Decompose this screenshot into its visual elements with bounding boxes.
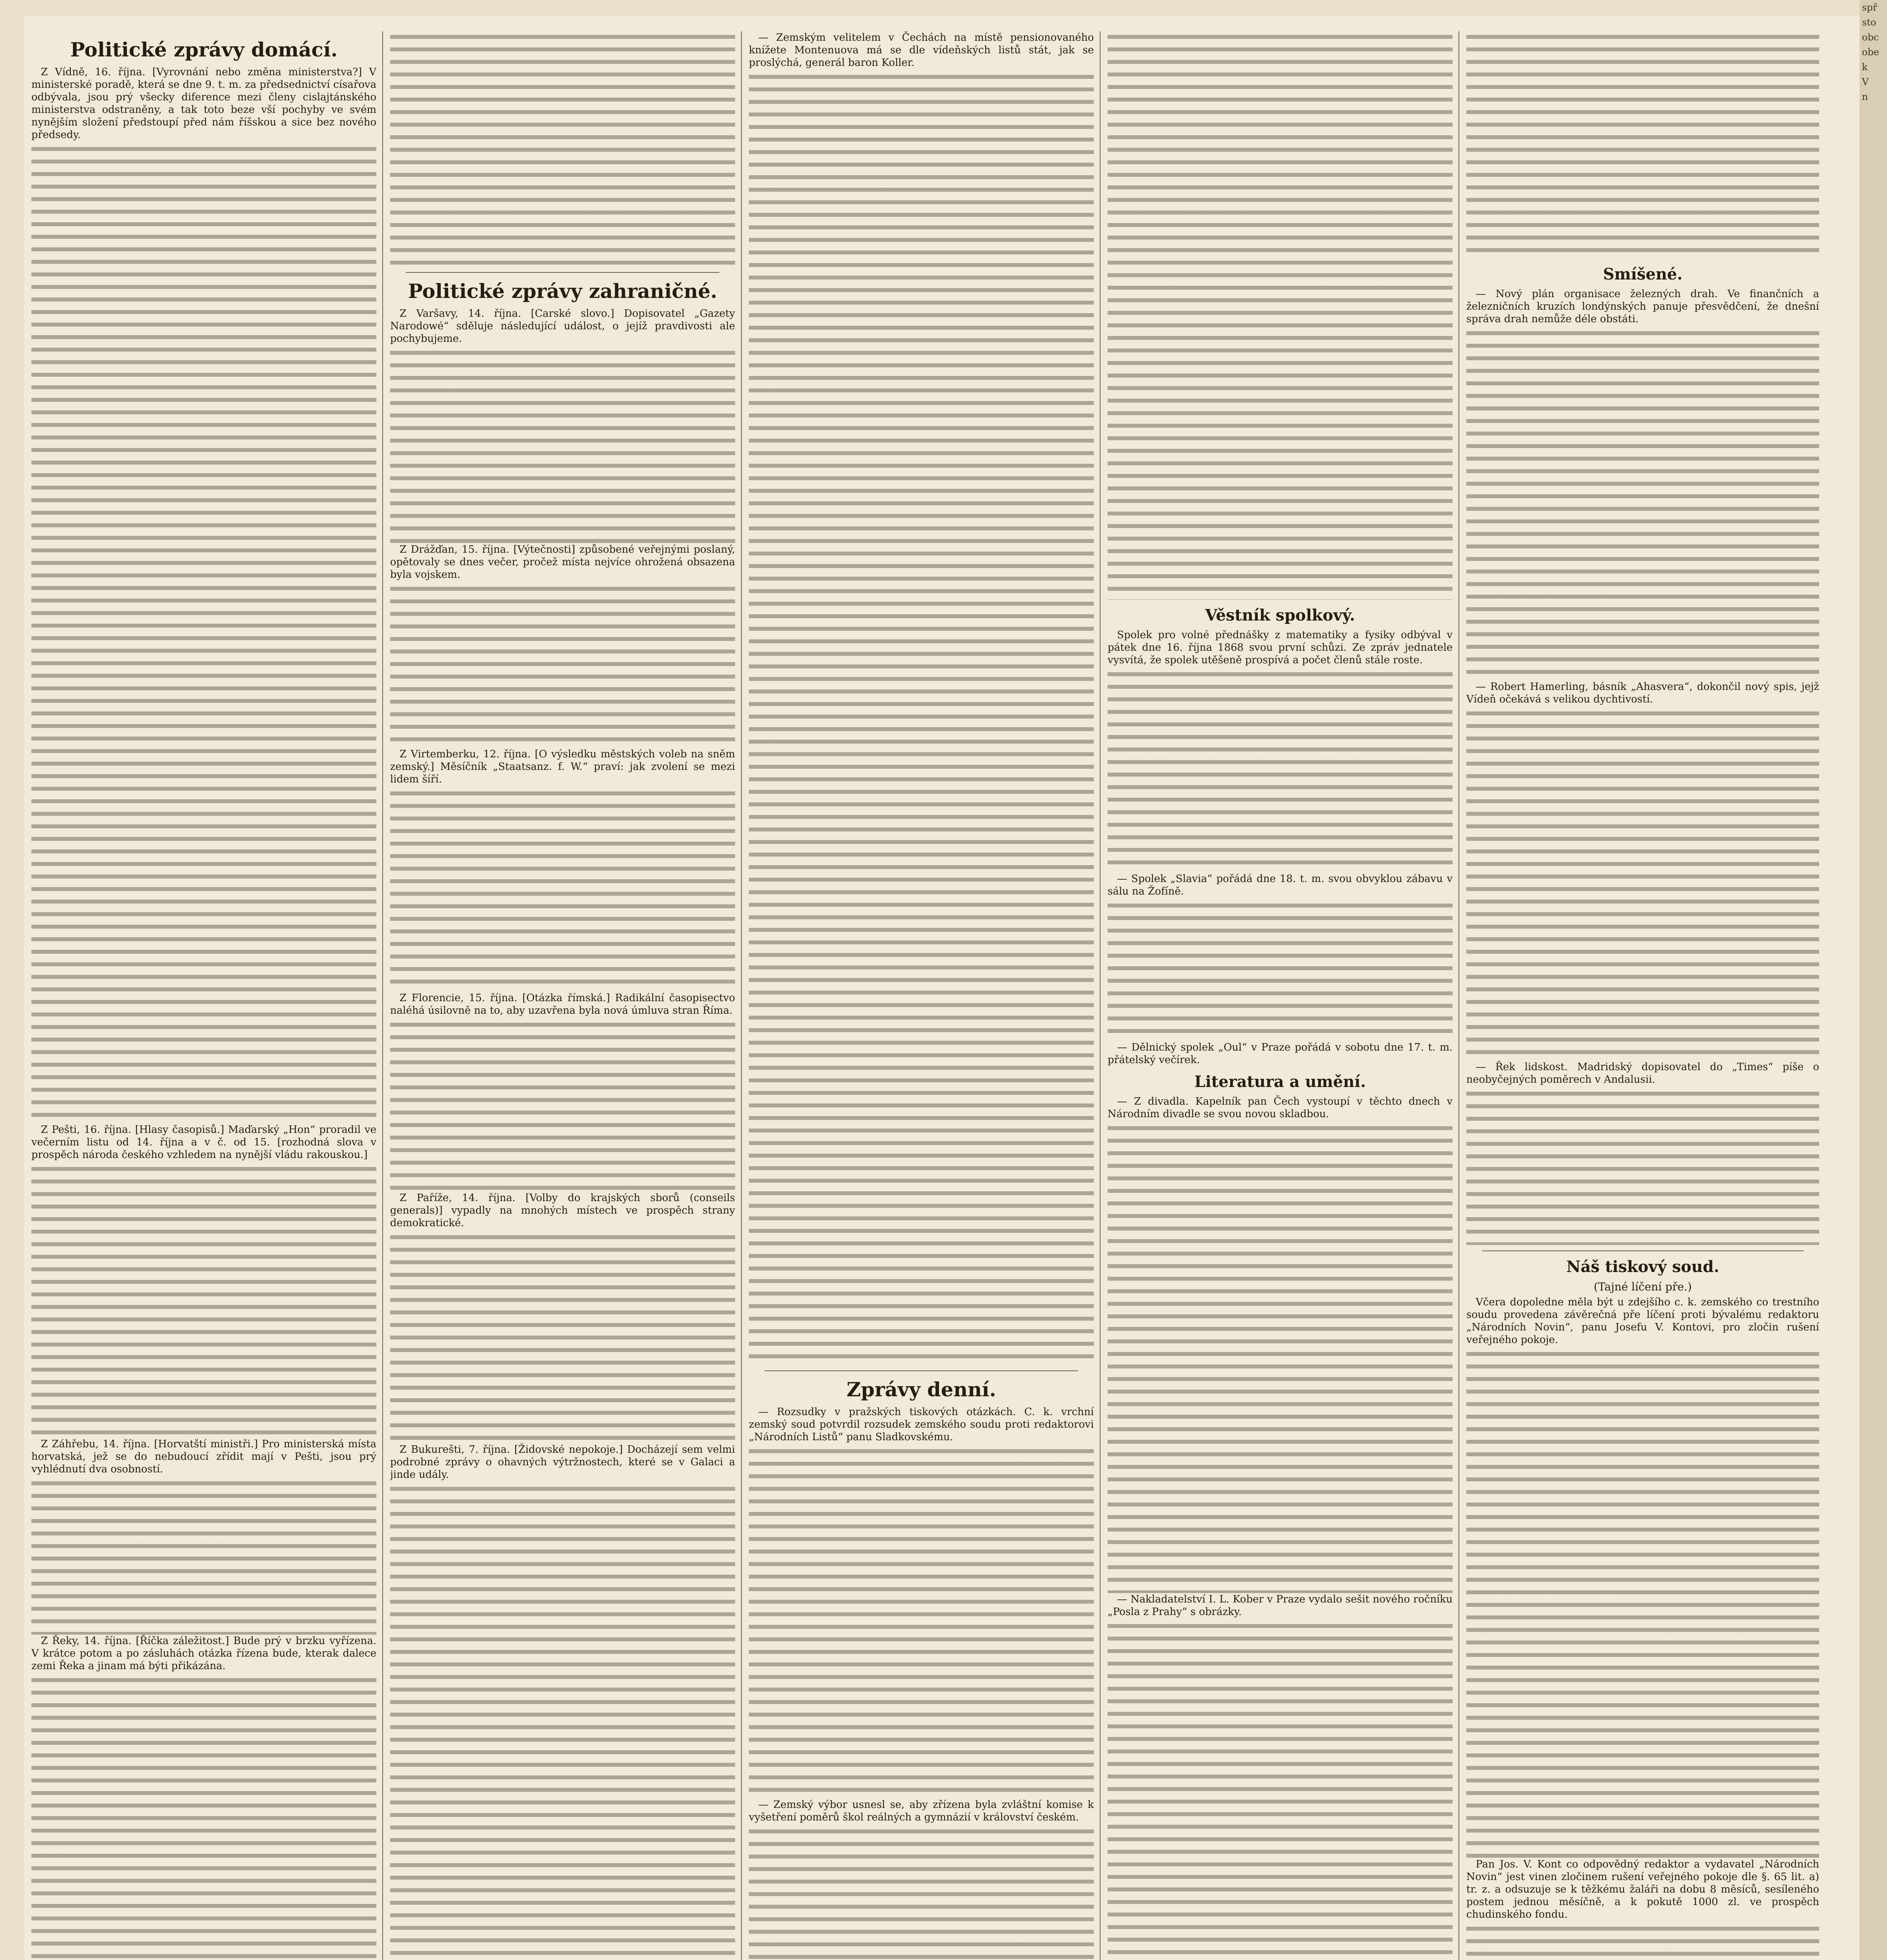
edge-fragment: sto	[1862, 17, 1876, 28]
section-heading-society-news: Věstník spolkový.	[1205, 606, 1355, 624]
article-paragraph: — Spolek „Slavia“ pořádá dne 18. t. m. svou obvyklou zábavu v sálu na Žofíně.	[1108, 873, 1453, 897]
article-text-block	[31, 1675, 376, 1960]
article-text-block	[749, 71, 1094, 1365]
article-paragraph: Z Bukurešti, 7. října. [Židovské nepokoje.] Docházejí sem velmi podrobné zprávy o ohavných výtržnostech, které se v Galaci a jinde udály.	[390, 1444, 735, 1481]
edge-fragment: n	[1862, 91, 1868, 102]
section-heading-domestic-politics: Politické zprávy domácí.	[70, 38, 338, 61]
section-divider	[765, 1370, 1078, 1371]
article-paragraph: — Dělnický spolek „Oul“ v Praze pořádá v sobotu dne 17. t. m. přátelský večírek.	[1108, 1042, 1453, 1066]
article-text-block	[1466, 1088, 1819, 1245]
newspaper-page	[24, 16, 1862, 1960]
column-4	[1108, 31, 1453, 1960]
article-paragraph: Z Záhřebu, 14. října. [Horvatští ministři.] Pro ministerská místa horvatská, jež se do nebudoucí zřídit mají v Pešti, jsou prý vyhlédnutí dva osobností.	[31, 1438, 376, 1475]
column-1	[31, 31, 376, 1960]
section-heading-miscellaneous: Smíšené.	[1603, 265, 1683, 283]
column-2	[390, 31, 735, 1960]
article-text-block	[390, 1483, 735, 1960]
article-text-block	[1466, 708, 1819, 1061]
article-paragraph: Z Drážďan, 15. října. [Výtečnosti] způsobené veřejnými poslaný, opětovaly se dnes večer, pročež místa nejvíce ohrožená obsazena byla vojskem.	[390, 544, 735, 581]
article-paragraph: — Řek lidskost. Madridský dopisovatel do „Times“ píše o neobyčejných poměrech v Andalusii.	[1466, 1061, 1819, 1085]
article-text-block	[1108, 1621, 1453, 1960]
section-divider	[1482, 1250, 1803, 1251]
article-paragraph: Z Florencie, 15. října. [Otázka římská.] Radikální časopisectvo naléhá úsilovně na to, aby uzavřena byla nová úmluva stran Říma.	[390, 992, 735, 1016]
article-text-block	[1108, 31, 1453, 600]
article-paragraph: — Rozsudky v pražských tiskových otázkách. C. k. vrchní zemský soud potvrdil rozsudek zemského soudu proti redaktorovi „Národních Listů“ panu Sladkovskému.	[749, 1406, 1094, 1443]
column-rule	[741, 31, 742, 1960]
article-text-block	[1108, 669, 1453, 873]
article-paragraph: Z Pešti, 16. října. [Hlasy časopisů.] Maďarský „Hon“ proradil ve večerním listu od 14. října a v č. od 15. [rozhodná slova v prospěch národa českého vzhledem na nynější vládu rakouskou.]	[31, 1124, 376, 1161]
article-paragraph: Z Varšavy, 14. října. [Carské slovo.] Dopisovatel „Gazety Narodowé“ sděluje následující událost, o jejíž pravdivosti ale pochybujeme.	[390, 308, 735, 345]
article-text-block	[1108, 900, 1453, 1041]
article-paragraph: — Nakladatelství I. L. Kober v Praze vydalo sešit nového ročníku „Posla z Prahy“ s obrázky.	[1108, 1593, 1453, 1618]
column-rule	[382, 31, 383, 1960]
article-text-block	[749, 1826, 1094, 1960]
article-paragraph: — Zemským velitelem v Čechách na místě pensionovaného knížete Montenuova má se dle vídeňských listů stát, jak se proslýchá, generál baron Koller.	[749, 32, 1094, 69]
edge-fragment: obc	[1862, 32, 1879, 43]
article-text-block	[390, 31, 735, 267]
edge-fragment: k	[1862, 62, 1868, 73]
article-text-block	[390, 788, 735, 992]
article-text-block	[1466, 1923, 1819, 1960]
column-5	[1466, 31, 1819, 1960]
edge-fragment: V	[1862, 76, 1869, 87]
article-text-block	[749, 1446, 1094, 1798]
article-text-block	[390, 1019, 735, 1192]
article-text-block	[390, 347, 735, 543]
article-paragraph: Z Virtemberku, 12. října. [O výsledku městských voleb na sněm zemský.] Měsíčník „Staatsanz. f. W.“ praví: jak zvolení se mezi lidem šíří.	[390, 748, 735, 785]
article-paragraph: Z Řeky, 14. října. [Říčka záležitost.] Bude prý v brzku vyřízena. V krátce potom a po zásluhách otázka řízena bude, kterak dalece zemi Řeka a jinam má býti přikázána.	[31, 1635, 376, 1672]
article-text-block	[31, 1478, 376, 1635]
section-heading-literature-art: Literatura a umění.	[1194, 1073, 1366, 1091]
column-rule	[1458, 31, 1459, 1960]
article-paragraph: Z Paříže, 14. října. [Volby do krajských sborů (conseils generals)] vypadly na mnohých místech ve prospěch strany demokratické.	[390, 1192, 735, 1229]
article-text-block	[31, 143, 376, 1123]
article-paragraph: — Nový plán organisace železných drah. Ve finančních a železničních kruzích londýnských panuje přesvědčení, že dnešní správa drah nemůže déle obstáti.	[1466, 288, 1819, 325]
adjacent-page-edge	[1860, 0, 1887, 1960]
article-paragraph: Spolek pro volné přednášky z matematiky a fysiky odbýval v pátek dne 16. října 1868 svou první schůzi. Ze zpráv jednatele vysvítá, že spolek utěšeně prospívá a počet členů stále roste.	[1108, 629, 1453, 666]
section-heading-press-court: Náš tiskový soud.	[1566, 1258, 1720, 1276]
edge-fragment: spř	[1862, 2, 1878, 13]
column-rule	[1100, 31, 1101, 1960]
article-paragraph: — Z divadla. Kapelník pan Čech vystoupí v těchto dnech v Národním divadle se svou novou skladbou.	[1108, 1096, 1453, 1120]
article-paragraph: Včera dopoledne měla být u zdejšího c. k. zemského co trestního soudu provedena závěrečná pře líčení proti bývalému redaktoru „Národních Novin“, panu Josefu V. Kontovi, pro zločin rušení veřejného pokoje.	[1466, 1296, 1819, 1346]
section-subtitle: (Tajné líčení pře.)	[1593, 1280, 1692, 1293]
column-3	[749, 31, 1094, 1960]
article-text-block	[1108, 1123, 1453, 1593]
article-text-block	[1466, 328, 1819, 681]
article-text-block	[1466, 1348, 1819, 1858]
section-heading-daily-news: Zprávy denní.	[846, 1378, 996, 1401]
article-text-block	[390, 1232, 735, 1443]
article-paragraph: — Zemský výbor usnesl se, aby zřízena byla zvláštní komise k vyšetření poměrů škol reálných a gymnázií v království českém.	[749, 1799, 1094, 1823]
section-heading-foreign-politics: Politické zprávy zahraničné.	[408, 279, 717, 303]
article-paragraph: Z Vídně, 16. října. [Vyrovnání nebo změna ministerstva?] V ministerské poradě, která se dne 9. t. m. za předsednictví císařova odbývala, jsou prý všecky diference mezi členy cislajtánského ministerstva odstraněny, a tak toto beze vší pochyby ve svém nynějším složení předstoupí před nám říšskou a sice bez nového předsedy.	[31, 66, 376, 141]
article-text-block	[31, 1163, 376, 1438]
edge-fragment: obe	[1862, 47, 1880, 58]
article-paragraph: Pan Jos. V. Kont co odpovědný redaktor a vydavatel „Národních Novin“ jest vinen zločinem rušení veřejného pokoje dle §. 65 lit. a) tr. z. a odsuzuje se k těžkému žaláři na dobu 8 měsíců, sesíleného postem jednou měsíčně, a k pokutě 1000 zl. ve prospěch chudinského fondu.	[1466, 1858, 1819, 1920]
article-text-block	[1466, 31, 1819, 259]
section-divider	[406, 272, 719, 273]
article-paragraph: — Robert Hamerling, básník „Ahasvera“, dokončil nový spis, jejž Vídeň očekává s velikou dychtivostí.	[1466, 681, 1819, 705]
article-text-block	[390, 583, 735, 748]
